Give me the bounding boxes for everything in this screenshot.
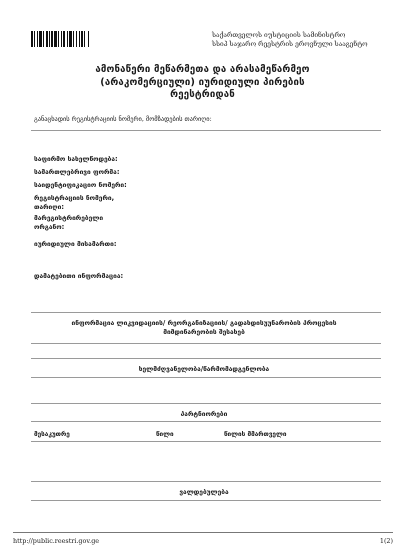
divider: [31, 441, 381, 442]
barcode: [31, 31, 115, 47]
section-management: ხელმძღვანელობა/წარმომადგენლობა: [138, 365, 270, 373]
field-company-name: საფირმო სახელწოდება:: [34, 155, 118, 163]
page-number: 1(2): [379, 537, 393, 545]
section-obligations: ვალდებულება: [179, 488, 229, 496]
divider: [31, 377, 381, 378]
divider: [31, 358, 381, 359]
barcode-stripe: [89, 31, 90, 47]
divider: [31, 500, 381, 501]
footer-divider: [13, 532, 393, 533]
divider: [31, 421, 381, 422]
section-liquidation-line-2: მიმდინარეობის შესახებ: [163, 328, 245, 336]
title-line-1: ამონაწერი მეწარმეთა და არასამეწარმეო: [95, 64, 310, 75]
footer-url: http://public.reestri.gov.ge: [13, 537, 100, 545]
divider: [31, 312, 381, 313]
agency-header: [212, 31, 380, 49]
field-additional-info: დამატებითი ინფორმაცია:: [34, 272, 124, 280]
issue-info-label: განაცხადის რეგისტრაციის ნომერი, მომზადების თარიღი:: [34, 115, 212, 123]
agency-line-1: საქართველოს იუსტიციის სამინისტრო: [212, 31, 346, 39]
divider: [31, 403, 381, 404]
section-partners: პარტნიორები: [180, 410, 228, 418]
col-share-manager: წილის მმართველი: [224, 430, 287, 438]
col-share: წილი: [156, 430, 174, 438]
divider: [31, 481, 381, 482]
agency-line-2: სსიპ საჯარო რეესტრის ეროვნული სააგენტო: [212, 40, 368, 48]
field-registration-number-date: რეგისტრაციის ნომერი, თარიღი:: [34, 194, 115, 211]
divider: [31, 343, 381, 344]
col-owner: მესაკუთრე: [34, 430, 70, 438]
title-line-2: (არაკომერციული) იურიდიული პირების: [100, 76, 305, 88]
section-liquidation-line-1: ინფორმაცია ლიკვიდაციის/ რეორგანიზაციის/ გადახდისუუნარობის პროცესის: [71, 319, 337, 327]
divider: [31, 130, 381, 131]
document-title: [62, 64, 343, 102]
field-registering-authority: მარეგისტრირებელი ორგანო:: [34, 214, 104, 231]
field-identification-number: საიდენტიფიკაციო ნომერი:: [34, 181, 127, 189]
field-legal-address: იურიდიული მისამართი:: [34, 240, 117, 248]
title-line-3: რეესტრიდან: [170, 89, 235, 100]
field-legal-form: სამართლებრივი ფორმა:: [34, 168, 120, 176]
section-liquidation: [30, 319, 378, 337]
